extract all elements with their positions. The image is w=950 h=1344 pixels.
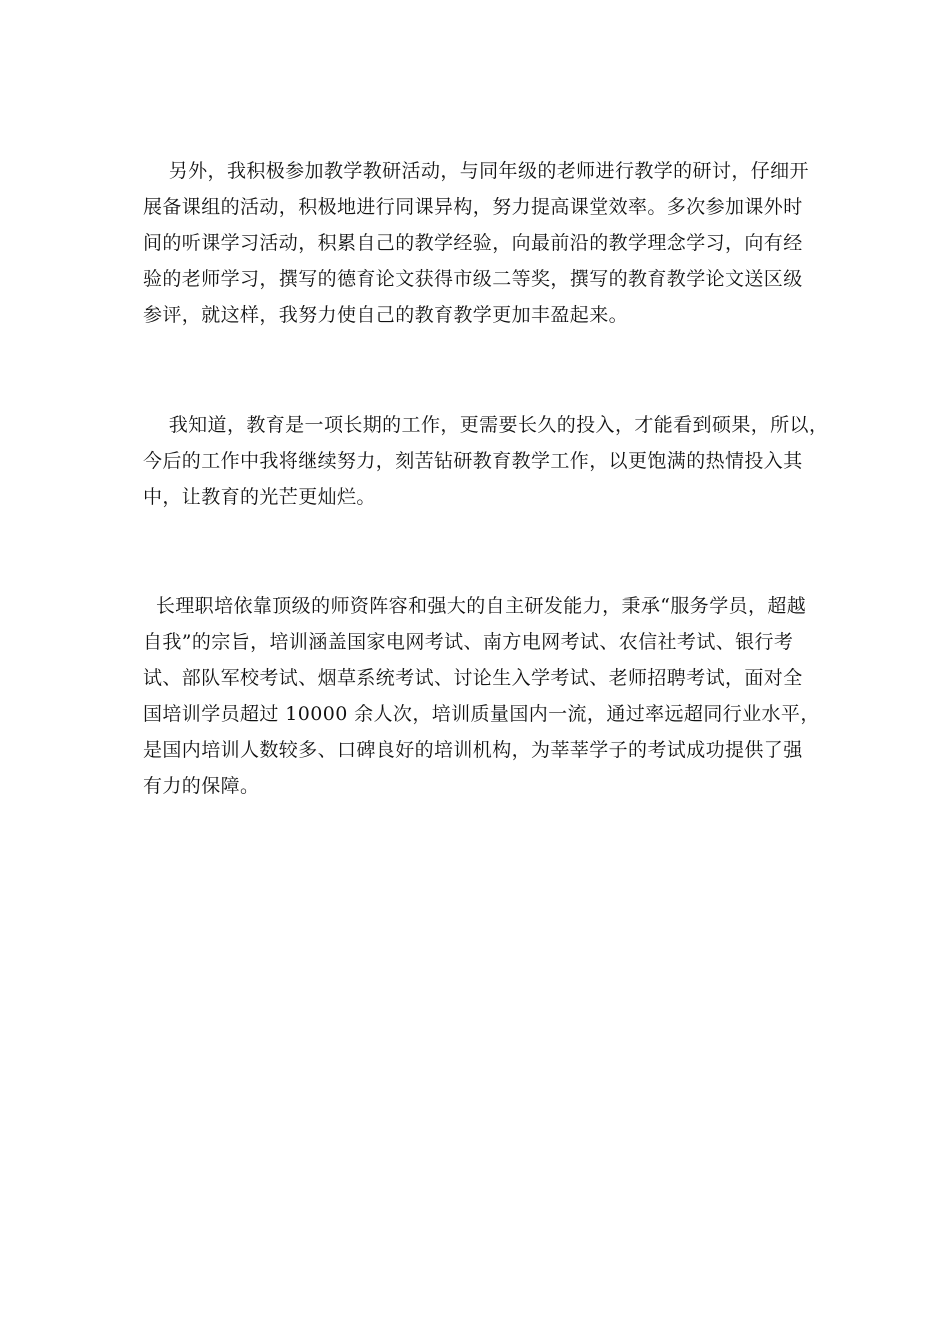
paragraph-line: 今后的工作中我将继续努力，刻苦钻研教育教学工作，以更饱满的热情投入其 [143,450,803,472]
paragraph-line: 展备课组的活动，积极地进行同课异构，努力提高课堂效率。多次参加课外时 [143,196,803,218]
paragraph-line: 国培训学员超过 10000 余人次，培训质量国内一流，通过率远超同行业水平， [143,703,820,725]
paragraph-line: 试、部队军校考试、烟草系统考试、讨论生入学考试、老师招聘考试，面对全 [143,667,803,689]
paragraph-line: 长理职培依靠顶级的师资阵容和强大的自主研发能力，秉承“服务学员，超越 [143,595,807,617]
paragraph-line: 自我”的宗旨，培训涵盖国家电网考试、南方电网考试、农信社考试、银行考 [143,631,794,653]
paragraph-training-promo [143,588,823,804]
paragraph-line: 验的老师学习，撰写的德育论文获得市级二等奖，撰写的教育教学论文送区级 [143,268,803,290]
paragraph-line: 参评，就这样，我努力使自己的教育教学更加丰盈起来。 [143,304,629,326]
paragraph-line: 中，让教育的光芒更灿烂。 [143,486,376,508]
paragraph-teaching-research [143,153,823,333]
paragraph-line: 间的听课学习活动，积累自己的教学经验，向最前沿的教学理念学习，向有经 [143,232,803,254]
paragraph-line: 另外，我积极参加教学教研活动，与同年级的老师进行教学的研讨，仔细开 [143,160,809,182]
paragraph-line: 我知道，教育是一项长期的工作，更需要长久的投入，才能看到硕果，所以， [143,414,829,436]
paragraph-long-term-work [143,407,829,515]
paragraph-line: 有力的保障。 [143,775,260,797]
paragraph-line: 是国内培训人数较多、口碑良好的培训机构，为莘莘学子的考试成功提供了强 [143,739,803,761]
